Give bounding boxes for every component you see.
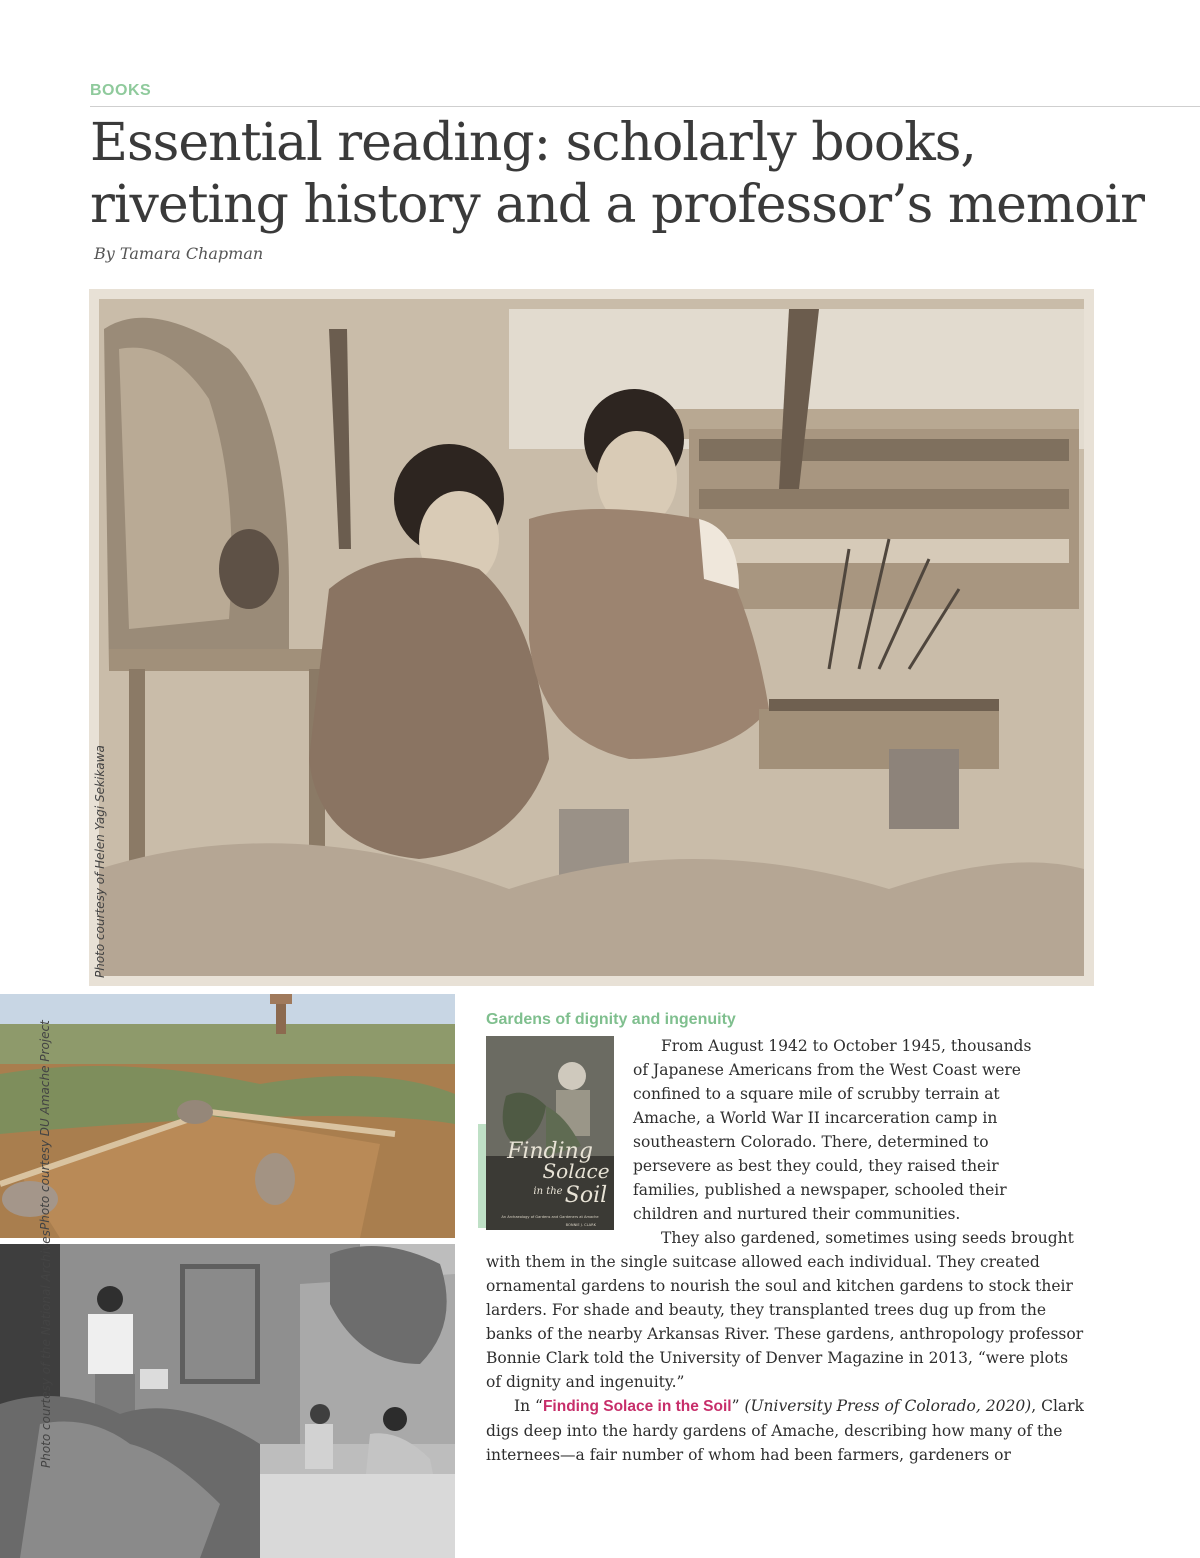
main-photo: [89, 289, 1094, 986]
book-cover-image: [486, 1036, 614, 1230]
quote-open: In “: [514, 1397, 543, 1415]
book-title-line-2: Solace: [542, 1159, 610, 1183]
main-photo-credit: Photo courtesy of Helen Yagi Sekikawa: [93, 745, 107, 978]
paragraph-2-first-line: [633, 1226, 1103, 1250]
book-subtitle: An Archaeology of Gardens and Gardeners at Amache: [501, 1215, 599, 1219]
archive-photo-credit: Photo courtesy of the National Archives: [39, 1230, 53, 1468]
book-cover: [486, 1036, 614, 1230]
dig-photo-credit: Photo courtesy DU Amache Project: [38, 1020, 52, 1230]
text-line: confined to a square mile of scrubby terrain at: [633, 1085, 1000, 1103]
byline: By Tamara Chapman: [94, 244, 264, 263]
quote-close: ”: [731, 1397, 745, 1415]
article-headline: [90, 112, 1170, 236]
paragraph-3-text: , Clark digs deep into the hardy gardens of Amache, describing how many of the internees—a fair number of whom had been farmers, gardeners or: [486, 1397, 1084, 1464]
book-title-line-3: in the: [533, 1186, 563, 1197]
paragraph-3: [486, 1394, 1086, 1467]
text-line: children and nurtured their communities.: [633, 1205, 961, 1223]
section-label: BOOKS: [90, 82, 152, 99]
dig-site-photo: [0, 994, 455, 1238]
header-divider: [90, 106, 1200, 107]
main-photo-image: [89, 289, 1094, 986]
text-line: They also gardened, sometimes using seeds brought: [661, 1229, 1074, 1247]
archive-image: [0, 1244, 455, 1558]
text-line: of Japanese Americans from the West Coast were: [633, 1061, 1021, 1079]
text-line: southeastern Colorado. There, determined to: [633, 1133, 989, 1151]
text-line: Amache, a World War II incarceration camp in: [633, 1109, 998, 1127]
archive-photo: [0, 1244, 455, 1558]
text-line: families, published a newspaper, schooled their: [633, 1181, 1007, 1199]
book-title-line-4: Soil: [564, 1183, 608, 1208]
article-subhead: Gardens of dignity and ingenuity: [486, 1011, 736, 1028]
dig-site-image: [0, 994, 455, 1238]
book-author: BONNIE J. CLARK: [565, 1223, 596, 1227]
book-title-line-1: Finding: [507, 1139, 593, 1164]
paragraph-1: [633, 1034, 1103, 1226]
text-line: From August 1942 to October 1945, thousands: [661, 1037, 1032, 1055]
publisher-info: (University Press of Colorado, 2020): [744, 1397, 1032, 1415]
book-title-link[interactable]: Finding Solace in the Soil: [542, 1398, 732, 1415]
headline-line-1: Essential reading: scholarly books,: [90, 113, 976, 173]
headline-line-2: riveting history and a professor’s memoir: [90, 175, 1145, 235]
paragraph-2: with them in the single suitcase allowed each individual. They created ornamental gardens to nourish the soul and kitchen gardens to stock their larders. For shade and beauty, they transplanted trees dug up from the banks of the nearby Arkansas River. These gardens, anthropology professor Bonnie Clark told the University of Denver Magazine in 2013, “were plots of dignity and ingenuity.”: [486, 1253, 1084, 1391]
text-line: persevere as best they could, they raised their: [633, 1157, 999, 1175]
